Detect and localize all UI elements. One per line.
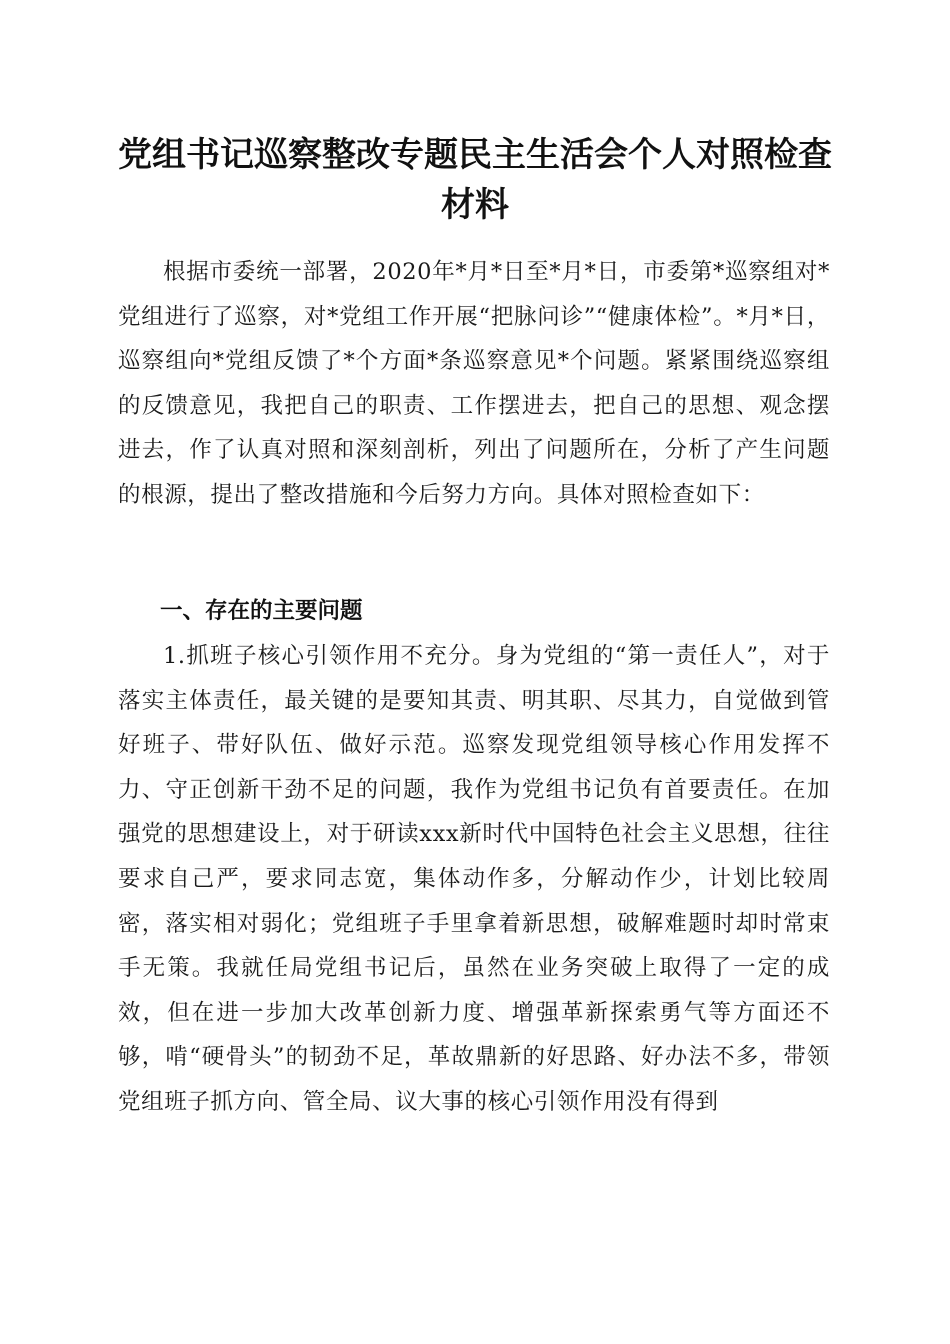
intro-paragraph: 根据市委统一部署，2020年*月*日至*月*日，市委第*巡察组对*党组进行了巡察，对*党组工作开展“把脉问诊”“健康体检”。*月*日，巡察组向*党组反馈了*个方面*条巡察意见*个问题。紧紧围绕巡察组的反馈意见，我把自己的职责、工作摆进去，把自己的思想、观念摆进去，作了认真对照和深刻剖析，列出了问题所在，分析了产生问题的根源，提出了整改措施和今后努力方向。具体对照检查如下： <box>118 259 830 508</box>
section-heading: 一、存在的主要问题 <box>160 598 363 624</box>
document-title: 党组书记巡察整改专题民主生活会个人对照检查材料 <box>118 135 832 225</box>
problem-item-1-paragraph: 1.抓班子核心引领作用不充分。身为党组的“第一责任人”，对于落实主体责任，最关键的是要知其责、明其职、尽其力，自觉做到管好班子、带好队伍、做好示范。巡察发现党组领导核心作用发挥不力、守正创新干劲不足的问题，我作为党组书记负有首要责任。在加强党的思想建设上，对于研读xxx新时代中国特色社会主义思想，往往要求自己严，要求同志宽，集体动作多，分解动作少，计划比较周密，落实相对弱化；党组班子手里拿着新思想，破解难题时却时常束手无策。我就任局党组书记后，虽然在业务突破上取得了一定的成效，但在进一步加大改革创新力度、增强革新探索勇气等方面还不够，啃“硬骨头”的韧劲不足，革故鼎新的好思路、好办法不多，带领党组班子抓方向、管全局、议大事的核心引领作用没有得到 <box>118 643 830 1115</box>
